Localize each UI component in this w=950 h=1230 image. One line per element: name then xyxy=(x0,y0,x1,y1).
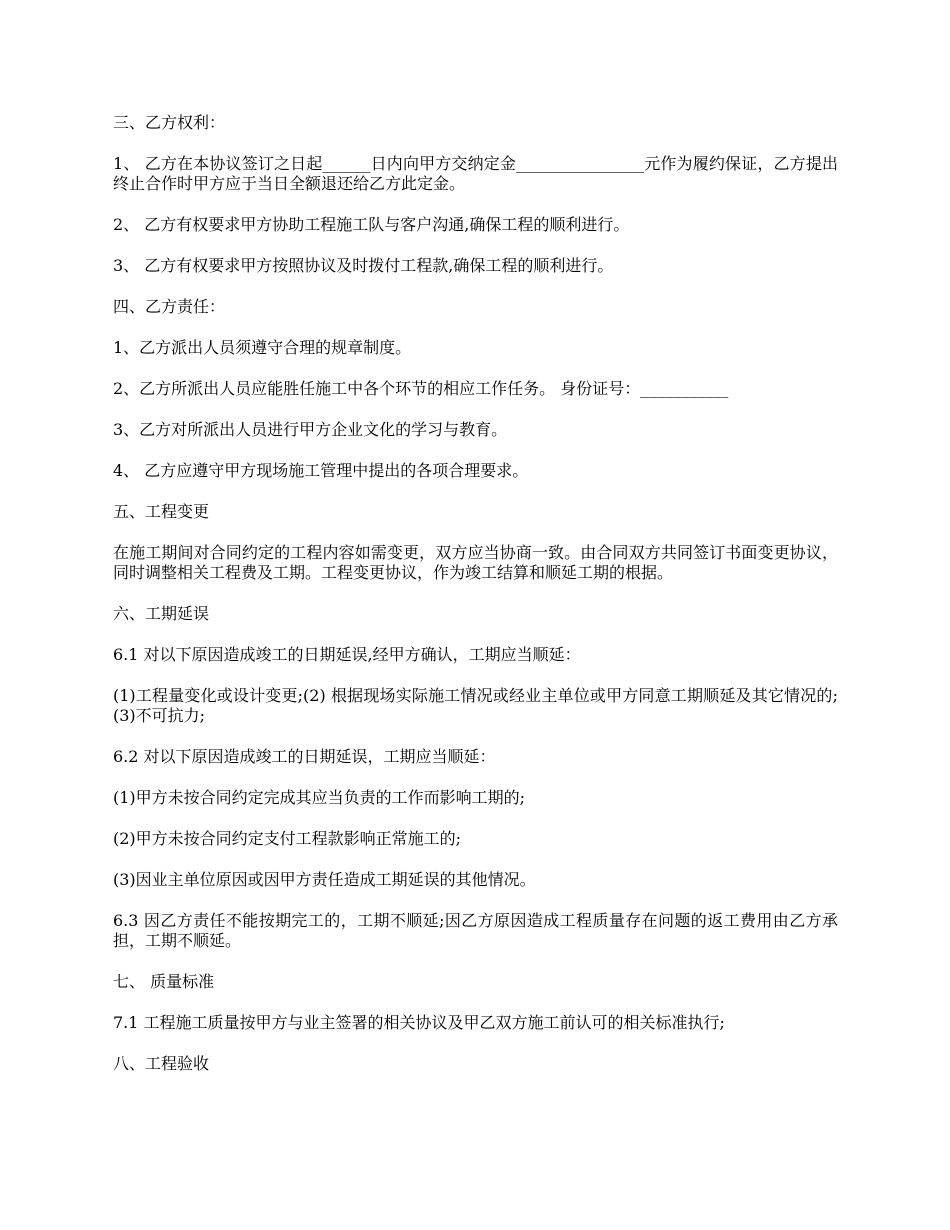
section-heading-acceptance: 八、工程验收 xyxy=(113,1054,210,1073)
clause-competence-id: 2、乙方所派出人员应能胜任施工中各个环节的相应工作任务。 身份证号：___________ xyxy=(113,379,729,398)
clause-coordination: 2、 乙方有权要求甲方协助工程施工队与客户沟通,确保工程的顺利进行。 xyxy=(113,215,630,234)
section-heading-party-b-rights: 三、乙方权利： xyxy=(113,113,226,132)
clause-training: 3、乙方对所派出人员进行甲方企业文化的学习与教育。 xyxy=(113,420,508,439)
clause-deposit: 1、 乙方在本协议签订之日起______日内向甲方交纳定金________________元作为履约保证，乙方提出终止合作时甲方应于当日全额退还给乙方此定金。 xyxy=(113,154,838,193)
clause-payment: 3、 乙方有权要求甲方按照协议及时拨付工程款,确保工程的顺利进行。 xyxy=(113,256,614,275)
clause-6-1: 6.1 对以下原因造成竣工的日期延误,经甲方确认，工期应当顺延： xyxy=(113,645,581,664)
document-page xyxy=(113,113,838,1095)
clause-change-agreement: 在施工期间对合同约定的工程内容如需变更，双方应当协商一致。由合同双方共同签订书面变更协议，同时调整相关工程费及工期。工程变更协议，作为竣工结算和顺延工期的根据。 xyxy=(113,543,838,582)
clause-6-2: 6.2 对以下原因造成竣工的日期延误，工期应当顺延： xyxy=(113,747,496,766)
section-heading-changes: 五、工程变更 xyxy=(113,502,210,521)
clause-6-1-items: (1)工程量变化或设计变更;(2) 根据现场实际施工情况或经业主单位或甲方同意工期顺延及其它情况的;(3)不可抗力; xyxy=(113,686,838,725)
clause-6-2-item-2: (2)甲方未按合同约定支付工程款影响正常施工的; xyxy=(113,829,462,848)
section-heading-party-b-duties: 四、乙方责任： xyxy=(113,297,226,316)
section-heading-quality: 七、 质量标准 xyxy=(113,972,215,991)
clause-7-1: 7.1 工程施工质量按甲方与业主签署的相关协议及甲乙双方施工前认可的相关标准执行; xyxy=(113,1013,725,1032)
section-heading-delay: 六、工期延误 xyxy=(113,604,210,623)
clause-6-2-item-3: (3)因业主单位原因或因甲方责任造成工期延误的其他情况。 xyxy=(113,870,536,889)
clause-6-3: 6.3 因乙方责任不能按期完工的，工期不顺延;因乙方原因造成工程质量存在问题的返工费用由乙方承担，工期不顺延。 xyxy=(113,911,838,950)
clause-6-2-item-1: (1)甲方未按合同约定完成其应当负责的工作而影响工期的; xyxy=(113,788,526,807)
clause-rules: 1、乙方派出人员须遵守合理的规章制度。 xyxy=(113,338,412,357)
clause-site-rules: 4、 乙方应遵守甲方现场施工管理中提出的各项合理要求。 xyxy=(113,461,529,480)
